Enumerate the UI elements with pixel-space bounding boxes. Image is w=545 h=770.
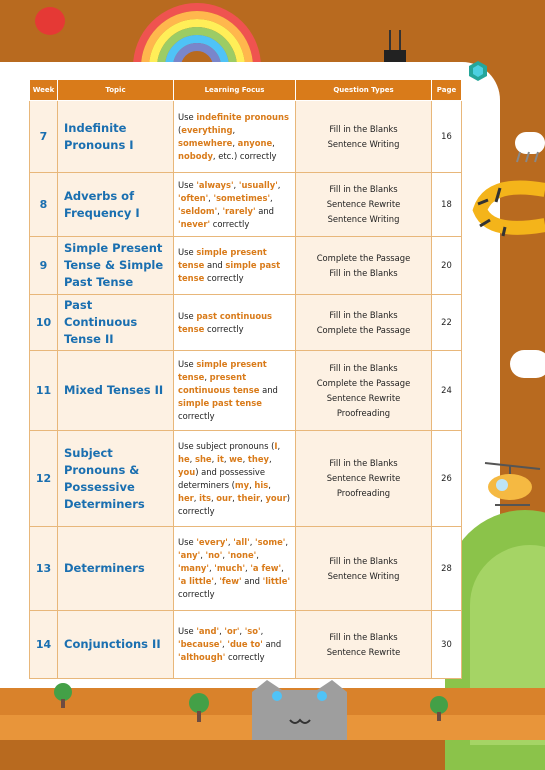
question-type-item: Fill in the Blanks	[329, 555, 398, 566]
topic-title: Determiners	[58, 527, 174, 611]
topic-title: Subject Pronouns & Possessive Determiners	[58, 431, 174, 527]
focus-text: ,	[217, 205, 223, 216]
question-type-item: Sentence Writing	[327, 570, 400, 581]
focus-keyword: we	[229, 453, 243, 464]
focus-text: ,	[208, 563, 215, 573]
question-types	[296, 173, 432, 237]
focus-keyword: indefinite pronouns	[196, 111, 289, 122]
focus-keyword: simple present tense	[178, 247, 267, 270]
focus-text: (	[178, 124, 182, 135]
week-number: 12	[30, 431, 58, 527]
page-number: 16	[432, 101, 462, 173]
header-question-types: Question Types	[296, 80, 432, 101]
focus-text: ,	[222, 550, 228, 560]
tiger-tail-icon	[470, 180, 545, 240]
week-number: 9	[30, 237, 58, 295]
focus-text: , etc.) correctly	[212, 150, 277, 161]
focus-keyword: he	[178, 453, 190, 464]
focus-text: ,	[223, 453, 230, 464]
focus-keyword: their	[237, 492, 261, 503]
contents-table	[29, 79, 462, 679]
focus-keyword: 'often'	[178, 192, 209, 203]
focus-text: ,	[285, 537, 288, 547]
focus-keyword: 'due to'	[227, 639, 263, 649]
question-type-item: Fill in the Blanks	[329, 123, 398, 134]
gem-icon	[468, 61, 488, 81]
topic-title: Adverbs of Frequency I	[58, 173, 174, 237]
table-row	[30, 611, 462, 679]
question-types	[296, 527, 432, 611]
question-types	[296, 351, 432, 431]
question-type-item: Fill in the Blanks	[329, 184, 398, 194]
cloud-icon	[510, 350, 545, 378]
focus-text: ,	[249, 537, 256, 547]
focus-keyword: 'any'	[178, 550, 201, 560]
focus-keyword: everything	[181, 124, 233, 135]
focus-keyword: nobody	[178, 150, 213, 161]
focus-text: correctly	[178, 411, 215, 421]
focus-text: ,	[232, 492, 238, 503]
focus-keyword: anyone	[237, 137, 273, 148]
focus-text: ,	[214, 576, 220, 586]
learning-focus	[174, 431, 296, 527]
focus-keyword: 'although'	[178, 652, 226, 662]
table-row	[30, 295, 462, 351]
focus-keyword: 'usually'	[238, 179, 278, 190]
focus-keyword: 'because'	[178, 639, 223, 649]
learning-focus	[174, 351, 296, 431]
focus-text: ,	[277, 179, 281, 190]
focus-keyword: 'little'	[262, 576, 291, 586]
week-number: 11	[30, 351, 58, 431]
focus-text: ,	[210, 492, 217, 503]
focus-text: ,	[233, 179, 239, 190]
question-type-item: Proofreading	[336, 488, 391, 498]
focus-text: ) correctly	[178, 492, 291, 516]
question-type-item: Complete the Passage	[316, 377, 411, 388]
week-number: 13	[30, 527, 58, 611]
apple-icon	[35, 7, 65, 35]
focus-text: Use	[178, 626, 197, 636]
page-number: 24	[432, 351, 462, 431]
focus-keyword: 'no'	[205, 550, 223, 560]
page-number: 28	[432, 527, 462, 611]
focus-keyword: his	[254, 479, 269, 490]
focus-keyword: 'all'	[233, 537, 250, 547]
tree-icon	[428, 695, 450, 721]
table-row	[30, 351, 462, 431]
learning-focus	[174, 527, 296, 611]
week-number: 8	[30, 173, 58, 237]
focus-keyword: 'or'	[224, 626, 240, 636]
focus-keyword: past continuous tense	[178, 310, 273, 334]
focus-text: ,	[200, 550, 206, 560]
focus-keyword: 'none'	[227, 550, 257, 560]
focus-keyword: simple present tense	[178, 359, 267, 382]
topic-title: Mixed Tenses II	[58, 351, 174, 431]
focus-text: ,	[260, 626, 264, 636]
focus-keyword: she	[194, 453, 212, 464]
focus-text: and	[241, 576, 263, 586]
question-types	[296, 295, 432, 351]
topic-title: Indefinite Pronouns I	[58, 101, 174, 173]
focus-text: correctly	[204, 273, 244, 283]
focus-text: ,	[211, 453, 217, 464]
focus-text: and	[204, 260, 226, 270]
learning-focus	[174, 237, 296, 295]
focus-text: ) and possessive determiners (	[178, 466, 266, 490]
tree-icon	[186, 692, 212, 722]
question-type-item: Sentence Rewrite	[326, 473, 401, 483]
header-background	[0, 0, 545, 62]
week-number: 7	[30, 101, 58, 173]
question-type-item: Sentence Writing	[327, 214, 400, 224]
topic-title: Simple Present Tense & Simple Past Tense	[58, 237, 174, 295]
focus-text: ,	[272, 137, 275, 148]
focus-text: Use subject pronouns (	[178, 440, 275, 451]
question-type-item: Complete the Passage	[316, 324, 411, 335]
question-types	[296, 431, 432, 527]
focus-text: Use	[178, 359, 197, 369]
focus-keyword: simple past tense	[178, 260, 281, 283]
learning-focus	[174, 295, 296, 351]
focus-text: correctly	[178, 589, 215, 599]
focus-text: ,	[245, 563, 251, 573]
focus-text: ,	[268, 479, 271, 490]
focus-keyword: her	[178, 492, 194, 503]
focus-keyword: my	[234, 479, 250, 490]
focus-text: ,	[232, 124, 236, 135]
question-type-item: Complete the Passage	[316, 252, 411, 263]
header-learning-focus: Learning Focus	[174, 80, 296, 101]
tree-icon	[52, 682, 74, 708]
focus-keyword: it	[216, 453, 224, 464]
focus-keyword: 'a little'	[178, 576, 214, 586]
focus-keyword: 'a few'	[250, 563, 282, 573]
focus-text: ,	[281, 563, 284, 573]
focus-keyword: 'much'	[214, 563, 246, 573]
focus-text: ,	[222, 639, 228, 649]
question-type-item: Fill in the Blanks	[329, 309, 398, 320]
focus-text: ,	[270, 192, 273, 203]
week-number: 10	[30, 295, 58, 351]
focus-keyword: you	[178, 466, 196, 477]
header-topic: Topic	[58, 80, 174, 101]
question-types	[296, 101, 432, 173]
focus-keyword: present continuous tense	[178, 372, 260, 395]
page-number: 22	[432, 295, 462, 351]
focus-keyword: 'sometimes'	[213, 192, 271, 203]
focus-text: ,	[189, 453, 195, 464]
focus-text: ,	[260, 492, 266, 503]
page-number: 20	[432, 237, 462, 295]
focus-keyword: 'few'	[219, 576, 242, 586]
focus-text: ,	[269, 453, 272, 464]
focus-text: correctly	[204, 323, 244, 334]
question-type-item: Sentence Rewrite	[326, 646, 401, 657]
table-row	[30, 431, 462, 527]
focus-keyword: 'so'	[244, 626, 261, 636]
question-type-item: Fill in the Blanks	[329, 458, 398, 468]
cat-icon	[232, 672, 367, 740]
page-number: 30	[432, 611, 462, 679]
focus-text: ,	[242, 453, 248, 464]
helicopter-icon	[480, 455, 545, 515]
learning-focus	[174, 101, 296, 173]
question-type-item: Sentence Rewrite	[326, 199, 401, 209]
focus-text: ,	[239, 626, 245, 636]
question-types	[296, 611, 432, 679]
focus-text: ,	[208, 192, 214, 203]
topic-title: Conjunctions II	[58, 611, 174, 679]
focus-text: correctly	[225, 652, 265, 662]
focus-text: and	[255, 205, 274, 216]
focus-text: and	[262, 639, 282, 649]
focus-text: ,	[193, 492, 200, 503]
page-number: 18	[432, 173, 462, 237]
focus-keyword: 'seldom'	[178, 205, 218, 216]
question-type-item: Fill in the Blanks	[329, 362, 398, 373]
focus-text: ,	[219, 626, 225, 636]
question-type-item: Proofreading	[336, 407, 391, 418]
focus-text: correctly	[210, 218, 250, 229]
question-type-item: Sentence Writing	[327, 138, 400, 149]
question-type-item: Fill in the Blanks	[329, 267, 398, 278]
focus-keyword: 'many'	[178, 563, 209, 573]
rain-icon	[515, 150, 545, 164]
table-row	[30, 173, 462, 237]
focus-text: ,	[232, 137, 238, 148]
focus-keyword: its	[199, 492, 211, 503]
focus-text: ,	[277, 440, 281, 451]
focus-keyword: I	[274, 440, 278, 451]
page-number: 26	[432, 431, 462, 527]
focus-keyword: 'always'	[196, 179, 234, 190]
focus-text: Use	[178, 247, 197, 257]
header-week: Week	[30, 80, 58, 101]
focus-text: Use	[178, 179, 197, 190]
learning-focus	[174, 173, 296, 237]
focus-keyword: they	[247, 453, 270, 464]
focus-keyword: our	[216, 492, 233, 503]
learning-focus	[174, 611, 296, 679]
table-row	[30, 237, 462, 295]
focus-keyword: 'every'	[196, 537, 228, 547]
focus-text: Use	[178, 111, 197, 122]
question-type-item: Sentence Rewrite	[326, 392, 401, 403]
table-row	[30, 527, 462, 611]
focus-text: and	[259, 385, 278, 395]
question-type-item: Fill in the Blanks	[329, 631, 398, 642]
topic-title: Past Continuous Tense II	[58, 295, 174, 351]
week-number: 14	[30, 611, 58, 679]
focus-keyword: simple past tense	[178, 398, 262, 408]
table-header-row	[30, 80, 462, 101]
table-row	[30, 101, 462, 173]
focus-keyword: your	[265, 492, 287, 503]
focus-text: Use	[178, 537, 197, 547]
focus-keyword: 'some'	[255, 537, 286, 547]
focus-text: ,	[204, 372, 210, 382]
focus-text: ,	[256, 550, 259, 560]
focus-keyword: 'never'	[178, 218, 211, 229]
focus-keyword: 'and'	[196, 626, 220, 636]
focus-keyword: 'rarely'	[222, 205, 256, 216]
focus-text: ,	[249, 479, 255, 490]
focus-keyword: somewhere	[178, 137, 233, 148]
question-types	[296, 237, 432, 295]
header-page: Page	[432, 80, 462, 101]
focus-text: Use	[178, 310, 197, 321]
focus-text: ,	[227, 537, 234, 547]
